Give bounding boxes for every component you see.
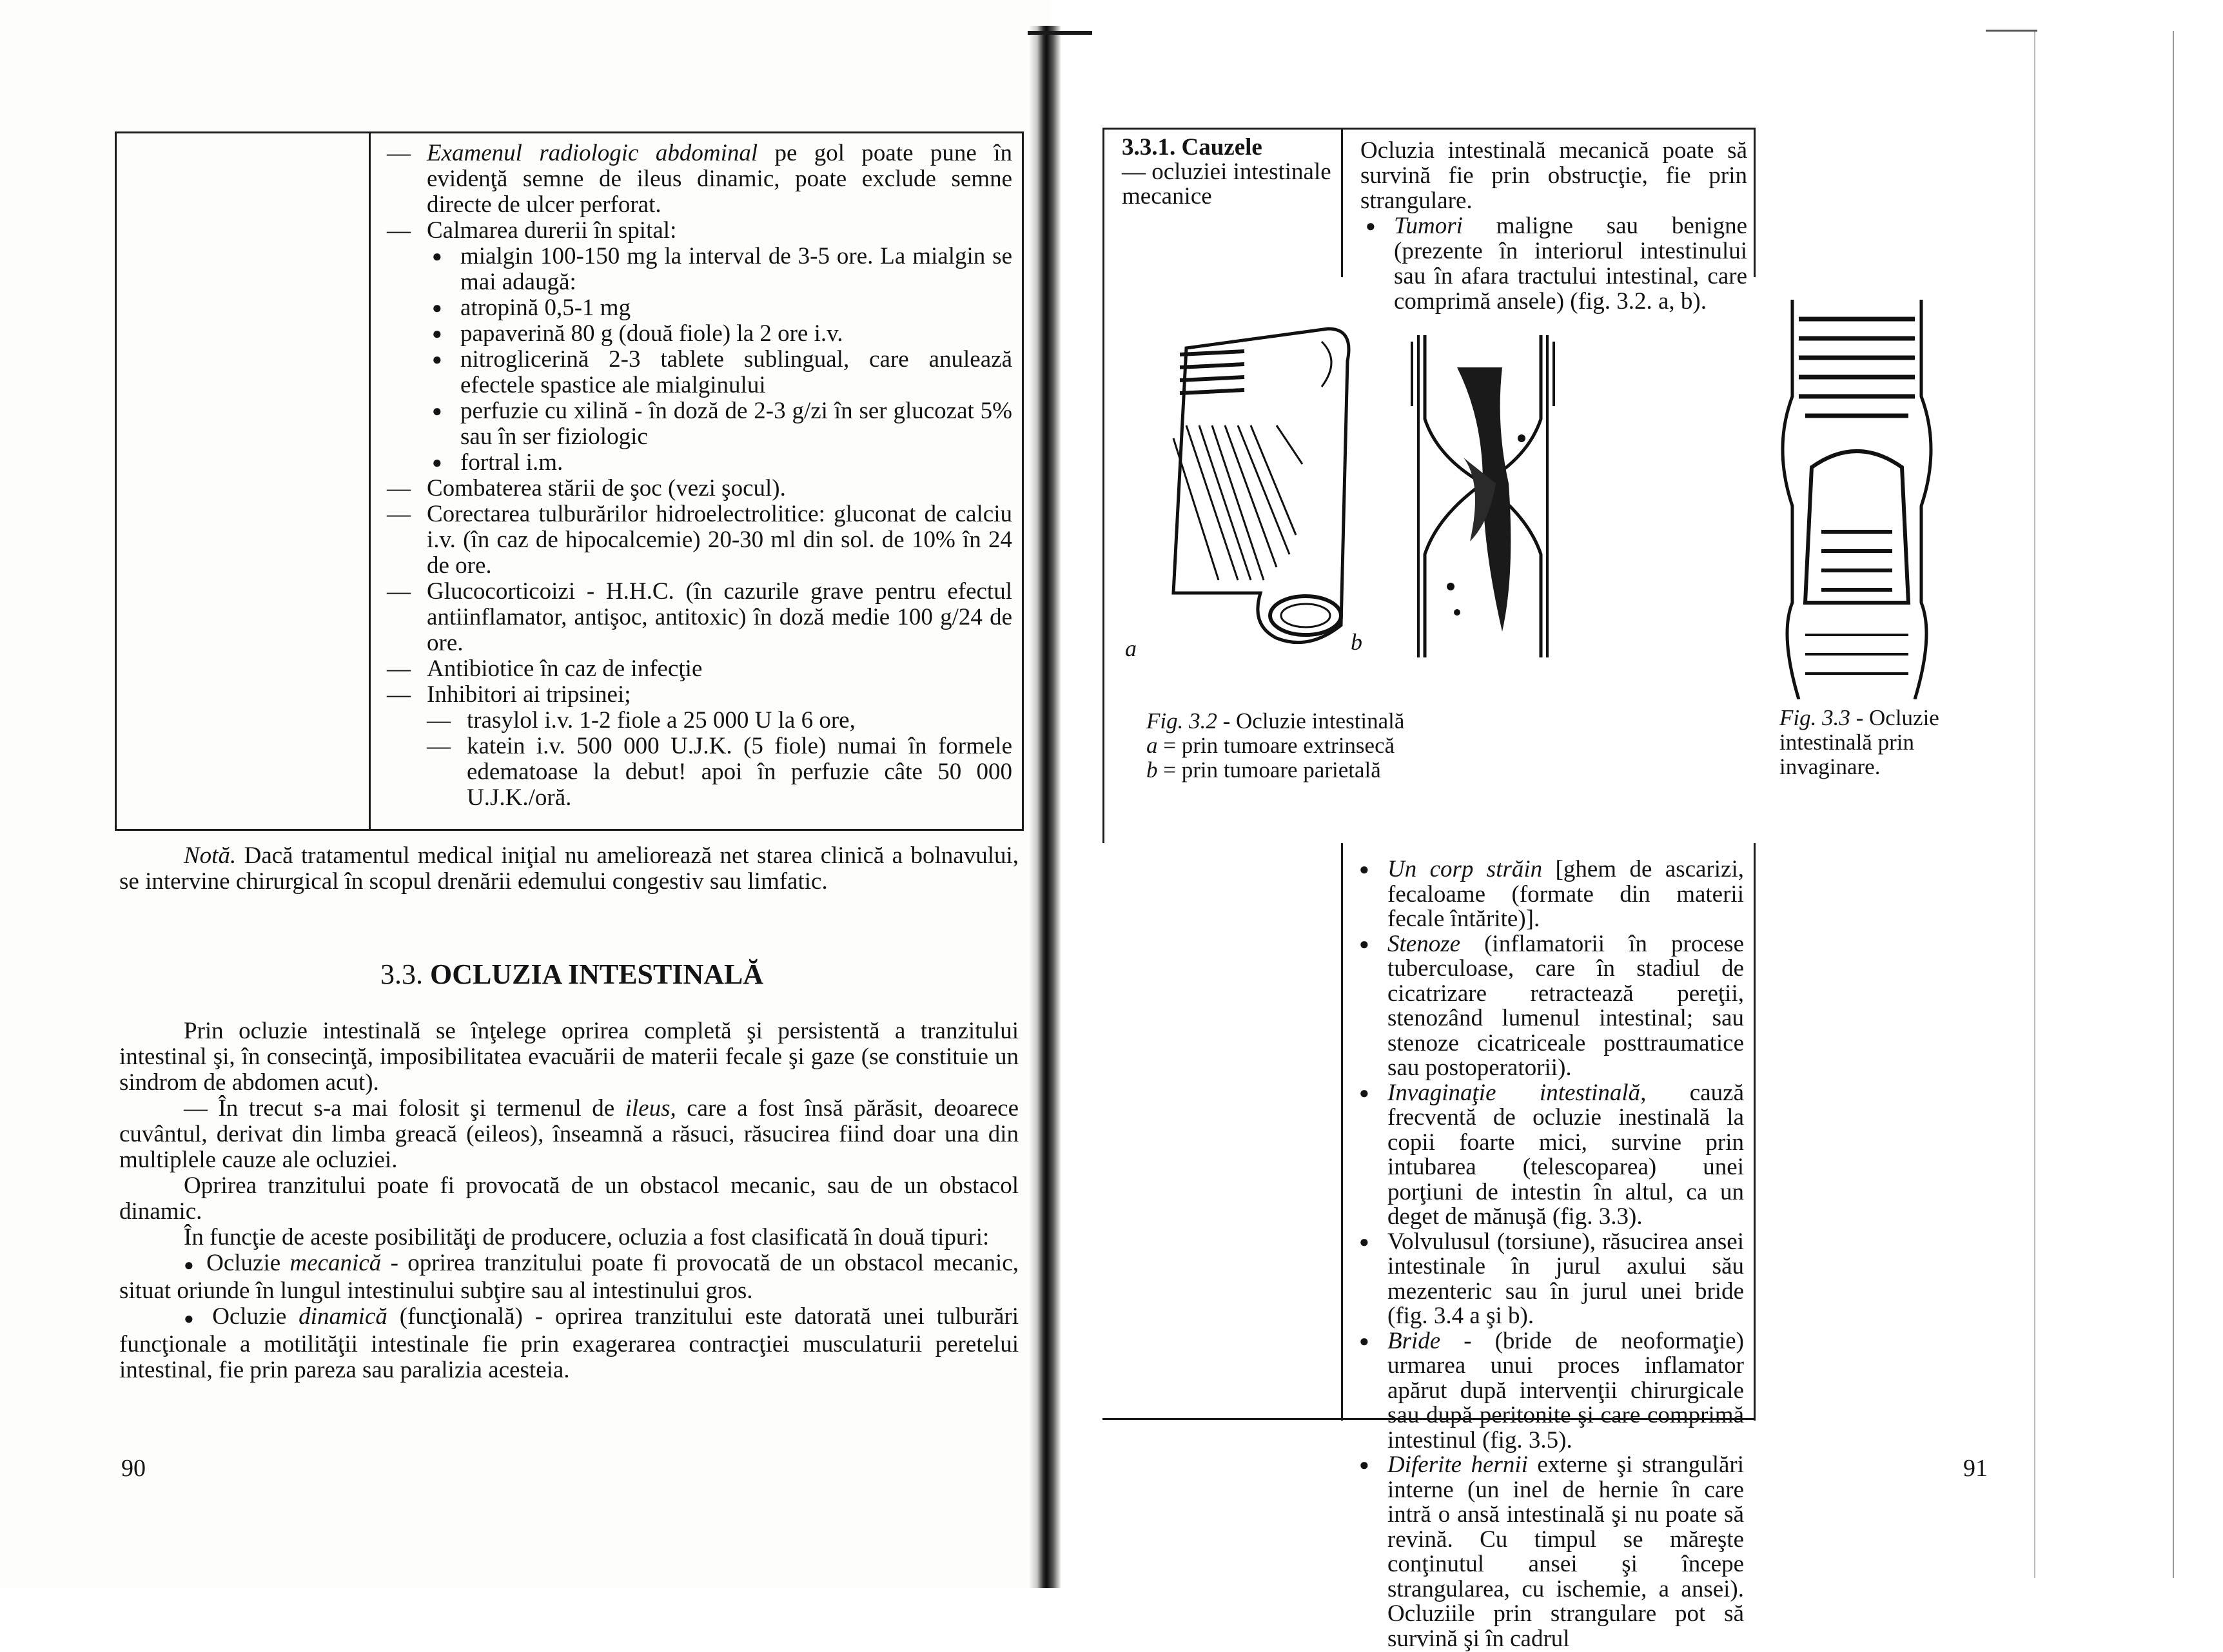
list-item: ● fortral i.m. — [427, 450, 1012, 476]
figure-3-3 — [1767, 300, 1947, 699]
list-item: ● papaverină 80 g (două fiole) la 2 ore i.v. — [427, 321, 1012, 347]
figure-3-3-caption: Fig. 3.3 - Ocluzie intestinală prin invaginare. — [1779, 705, 1939, 779]
list-item: — Inhibitori ai tripsinei; — trasylol i.v. 1-2 fiole a 25 000 U la 6 ore, — katein i.v. 500 000 U.J.K. (5 fiole) numai în formele edematoase la debut! apoi în perfuzie câte 50 000 U.J.K./oră. — [387, 682, 1012, 811]
paragraph: — În trecut s-a mai folosit şi termenul de ileus, care a fost însă părăsit, deoarece cuvântul, derivat din limba greacă (eileos), înseamnă a răsuci, răsucirea fiind doar una din multiplele cauze ale ocluziei. — [119, 1095, 1019, 1173]
scan-edge-line — [1986, 30, 2037, 32]
paragraph: Oprirea tranzitului poate fi provocată de un obstacol mecanic, sau de un obstacol dinamic. — [119, 1172, 1019, 1225]
causes-intro — [1360, 138, 1747, 314]
paragraph: Prin ocluzie intestinală se înţelege oprirea completă şi persistentă a tranzitului intestinal şi, în consecinţă, imposibilitatea evacuării de materii fecale şi gaze (se constituie un sindrom de abdomen acut). — [119, 1018, 1019, 1096]
scan-edge-line — [2034, 31, 2035, 1578]
paragraph: ● Ocluzie mecanică - oprirea tranzitului poate fi provocată de un obstacol mecanic, situat oriunde în lungul intestinului subţire sau al intestinului gros. — [119, 1250, 1019, 1304]
table-column-divider — [1341, 128, 1343, 277]
list-item: — Glucocorticoizi - H.H.C. (în cazurile grave pentru efectul antiinflamator, antişoc, antitoxic) în doză medie 100 g/24 de ore. — [387, 579, 1012, 656]
causes-list — [1354, 857, 1744, 1651]
section-heading: 3.3. OCLUZIA INTESTINALĂ — [380, 958, 764, 990]
paragraph: În funcţie de aceste posibilităţi de producere, ocluzia a fost clasificată în două tipuri: — [184, 1224, 990, 1250]
list-item: — katein i.v. 500 000 U.J.K. (5 fiole) numai în formele edematoase la debut! apoi în perfuzie câte 50 000 U.J.K./oră. — [427, 734, 1012, 811]
list-item: ● Diferite hernii externe şi strangulări interne (un inel de hernie în care intră o ansă intestinală şi nu poate să revină. Cu timpul se măreşte conţinutul ansei şi începe strangularea, cu ischemie, a ansei). Ocluziile prin strangulare pot să survină şi în cadrul — [1354, 1453, 1744, 1651]
paragraph: ● Ocluzie dinamică (funcţională) - oprirea tranzitului este datorată unei tulburări funcţionale a motilităţii intestinale fie prin exagerarea contracţiei musculaturii peretelui intestinal, fie prin pareza sau paralizia acesteia. — [119, 1303, 1019, 1383]
treatment-list — [387, 141, 1012, 811]
list-item: — Combaterea stării de şoc (vezi şocul). — [387, 476, 1012, 501]
figure-label-b: b — [1351, 629, 1362, 655]
table-top-border — [1102, 128, 1755, 130]
paragraph: Ocluzia intestinală mecanică poate să survină fie prin obstrucţie, fie prin strangulare. — [1360, 137, 1747, 214]
list-item: — Antibiotice în caz de infecţie — [387, 656, 1012, 682]
list-item: ● Bride - (bride de neoformaţie) urmarea unui proces inflamator apărut după intervenţii chirurgicale sau după peritonite şi care comprimă intestinul (fig. 3.5). — [1354, 1329, 1744, 1453]
list-item: ● nitroglicerină 2-3 tablete sublingual, care anulează efectele spastice ale mialginului — [427, 347, 1012, 398]
figure-3-2-a — [1148, 322, 1380, 657]
table-left-border — [1102, 128, 1104, 843]
list-item: ● Tumori maligne sau benigne (prezente în interiorul intestinului sau în afara tractului intestinal, care comprimă ansele) (fig. 3.2. a, b). — [1360, 213, 1747, 314]
scan-edge-line — [2173, 31, 2174, 1578]
table-column-divider — [369, 131, 371, 831]
table-right-border — [1754, 128, 1756, 277]
list-item: — Corectarea tulburărilor hidroelectrolitice: gluconat de calciu i.v. (în caz de hipocalcemie) 20-30 ml din sol. de 10% în 24 de ore. — [387, 501, 1012, 579]
list-item: ● Un corp străin [ghem de ascarizi, fecaloame (formate din materii fecale întărite)]. — [1354, 857, 1744, 932]
right-page — [1051, 0, 2223, 1652]
figure-3-2-b — [1386, 329, 1580, 664]
list-item: — trasylol i.v. 1-2 fiole a 25 000 U la 6 ore, — [427, 708, 1012, 734]
table-right-border — [1754, 843, 1756, 1421]
figure-3-2-caption: Fig. 3.2 - Ocluzie intestinală a = prin tumoare extrinsecă b = prin tumoare parietală — [1146, 708, 1405, 782]
page-number: 90 — [121, 1455, 146, 1482]
list-item: ● perfuzie cu xilină - în doză de 2-3 g/zi în ser glucozat 5% sau în ser fiziologic — [427, 398, 1012, 450]
note-paragraph: Notă. Dacă tratamentul medical iniţial nu ameliorează net starea clinică a bolnavului, se intervine chirurgical în scopul drenării edemului congestiv sau limfatic. — [119, 842, 1019, 895]
table-column-divider — [1341, 843, 1343, 1421]
list-item: ● Stenoze (inflamatorii în procese tuberculoase, care în stadiul de cicatrizare retractează pereţii, stenozând lumenul intestinal; sau stenoze cicatriceale posttraumatice sau postoperatorii). — [1354, 932, 1744, 1081]
page-number: 91 — [1963, 1455, 1988, 1482]
section-heading: 3.3.1. Cauzele — ocluziei intestinale mecanice — [1122, 134, 1331, 209]
list-item: — Calmarea durerii în spital: ● mialgin 100-150 mg la interval de 3-5 ore. La mialgin se mai adaugă: ● atropină 0,5-1 mg ● papaverină 80 g (două fiole) la 2 ore i.v. ● nitroglicerină 2-3 tablete sublingual, care anulează efectele spastice ale mialginului ● perfuzie cu xilină - în doză de 2-3 g/zi în ser glucozat 5% sau în ser fiziologic ● fortral i.m. — [387, 218, 1012, 476]
list-item: ● atropină 0,5-1 mg — [427, 295, 1012, 321]
list-item: ● Invaginaţie intestinală, cauză frecventă de ocluzie inestinală la copii foarte mici, survine prin intubarea (telescoparea) unei porţiuni de intestin în altul, ca un deget de mănuşă (fig. 3.3). — [1354, 1081, 1744, 1230]
figure-label-a: a — [1125, 636, 1137, 661]
list-item: ● Volvulusul (torsiune), răsucirea ansei intestinale în jurul axului său mezenteric sau în jurul unei bride (fig. 3.4 a şi b). — [1354, 1230, 1744, 1329]
list-item: — Examenul radiologic abdominal pe gol poate pune în evidenţă semne de ileus dinamic, poate exclude semne directe de ulcer perforat. — [387, 141, 1012, 218]
left-page — [0, 0, 1051, 1588]
list-item: ● mialgin 100-150 mg la interval de 3-5 ore. La mialgin se mai adaugă: — [427, 244, 1012, 295]
body-text — [119, 1018, 1019, 1383]
